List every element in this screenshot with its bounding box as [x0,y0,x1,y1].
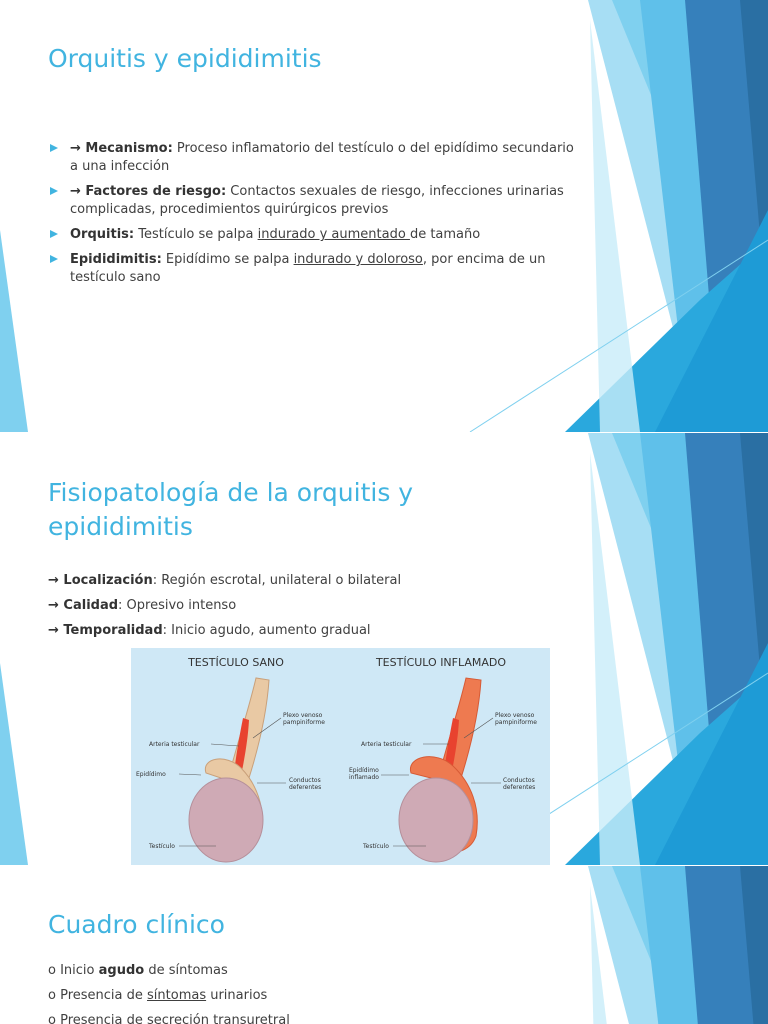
bullet-text: Epidídimo se palpa [161,252,294,267]
item-text: : Región escrotal, unilateral o bilateral [152,573,402,588]
item-temporalidad [48,622,401,640]
label-conductos-right-2: deferentes [503,784,536,791]
testicle-illustration [131,648,550,865]
slide-orquitis [0,0,768,432]
bullet-list [48,140,576,294]
slide-cuadro-clinico [0,866,768,1024]
bullet-text-end: de tamaño [409,227,481,242]
symptom-urinarios [48,987,290,1005]
item-text: : Opresivo intenso [118,598,237,613]
item-label: → Temporalidad [48,623,163,638]
bullet-factores-riesgo [48,183,576,219]
label-arteria-right: Arteria testicular [361,741,412,748]
label-epididimo-inflamado-2: inflamado [349,774,379,781]
bullet-arrow-icon [50,187,58,195]
symptom-text-end: de síntomas [144,963,228,978]
label-plexo-left-2: pampiniforme [283,719,325,726]
slide-title [48,476,413,544]
slide-fisiopatologia [0,433,768,865]
label-plexo-right-2: pampiniforme [495,719,537,726]
item-label: → Calidad [48,598,119,613]
label-epididimo-inflamado: Epidídimo [349,767,379,774]
label-testiculo-left: Testículo [149,843,175,850]
item-localizacion [48,572,401,590]
bullet-text: Proceso inflamatorio del testículo o del epidídimo secundario a una infección [70,141,574,174]
bullet-arrow-icon [50,144,58,152]
bullet-arrow-icon [50,230,58,238]
item-text: : Inicio agudo, aumento gradual [162,623,371,638]
figure-title-left: TESTÍCULO SANO [188,656,284,669]
label-conductos-right: Conductos [503,777,535,784]
item-label: → Localización [48,573,153,588]
symptom-secrecion [48,1012,290,1024]
bullet-arrow-icon [50,255,58,263]
bullet-underlined: indurado y doloroso [293,252,423,267]
slide-title-line1: Fisiopatología de la orquitis y [48,478,414,507]
label-arteria-left: Arteria testicular [149,741,200,748]
bullet-text: Contactos sexuales de riesgo, infecciones urinarias complicadas, procedimientos quirúrgicos previos [70,184,564,217]
symptom-list [48,962,290,1024]
symptom-text: o Presencia de [48,988,148,1003]
bullet-mecanismo [48,140,576,176]
label-conductos-left: Conductos [289,777,321,784]
figure-title-right: TESTÍCULO INFLAMADO [375,656,507,669]
bullet-label: Orquitis: [70,227,135,242]
bullet-text: Testículo se palpa [134,227,258,242]
bullet-text-end: , por encima de un testículo sano [70,252,546,285]
label-conductos-left-2: deferentes [289,784,322,791]
label-plexo-right: Plexo venoso [495,712,535,719]
symptom-inicio-agudo [48,962,290,980]
bullet-label: Epididimitis: [70,252,162,267]
label-epididimo-left: Epidídimo [136,771,166,778]
bullet-epididimitis [48,251,576,287]
label-plexo-left: Plexo venoso [283,712,323,719]
bullet-orquitis [48,226,576,244]
symptom-text-end: urinarios [206,988,268,1003]
slide-title: Cuadro clínico [48,910,225,939]
bullet-label: → Factores de riesgo: [70,184,227,199]
bullet-underlined: indurado y aumentado [257,227,410,242]
item-calidad [48,597,401,615]
symptom-bold: agudo [98,963,145,978]
symptom-underlined: síntomas [147,988,207,1003]
slide-title-line2: epididimitis [48,512,193,541]
slide-title: Orquitis y epididimitis [48,44,322,73]
symptom-text: o Presencia de secreción transuretral [48,1013,290,1024]
characteristics-list [48,572,401,647]
label-testiculo-right: Testículo [363,843,389,850]
bullet-label: → Mecanismo: [70,141,173,156]
symptom-text: o Inicio [48,963,99,978]
